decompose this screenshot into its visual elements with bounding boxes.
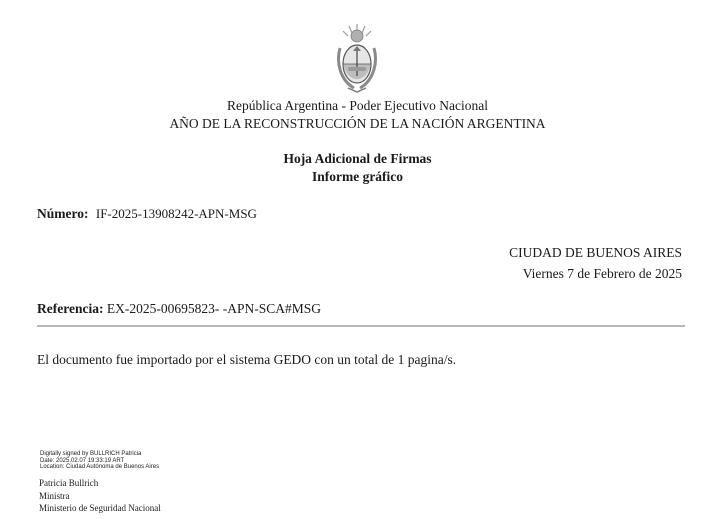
- divider: [37, 325, 685, 327]
- body-text: El documento fue importado por el sistema GEDO con un total de 1 pagina/s.: [37, 352, 457, 367]
- digital-signature-block: [40, 451, 159, 471]
- signer-role: Ministra: [39, 490, 70, 501]
- numero-label: Número:: [37, 206, 89, 221]
- numero-row: [37, 206, 257, 222]
- coat-of-arms-icon: [334, 22, 380, 94]
- numero-value: IF-2025-13908242-APN-MSG: [95, 206, 257, 221]
- signer-office: Ministerio de Seguridad Nacional: [39, 503, 161, 513]
- place: CIUDAD DE BUENOS AIRES: [509, 245, 682, 260]
- date: Viernes 7 de Febrero de 2025: [522, 266, 682, 281]
- digital-signature-line: Digitally signed by BULLRICH Patricia: [40, 451, 142, 457]
- header-line-1: República Argentina - Poder Ejecutivo Nacional: [226, 98, 489, 113]
- referencia-label: Referencia:: [37, 301, 104, 316]
- document-title: Hoja Adicional de Firmas: [283, 151, 432, 166]
- signer-name: Patricia Bullrich: [39, 478, 99, 488]
- document-subtitle: Informe gráfico: [311, 169, 404, 184]
- referencia-row: [37, 301, 321, 317]
- referencia-value: EX-2025-00695823- -APN-SCA#MSG: [106, 301, 321, 316]
- digital-signature-location: Location: Ciudad Autónoma de Buenos Aires: [40, 464, 160, 470]
- digital-signature-date: Date: 2025.02.07 19:33:19 ART: [40, 457, 125, 464]
- header-line-2: AÑO DE LA RECONSTRUCCIÓN DE LA NACIÓN ARGENTINA: [169, 116, 546, 131]
- signer-block: [39, 477, 161, 515]
